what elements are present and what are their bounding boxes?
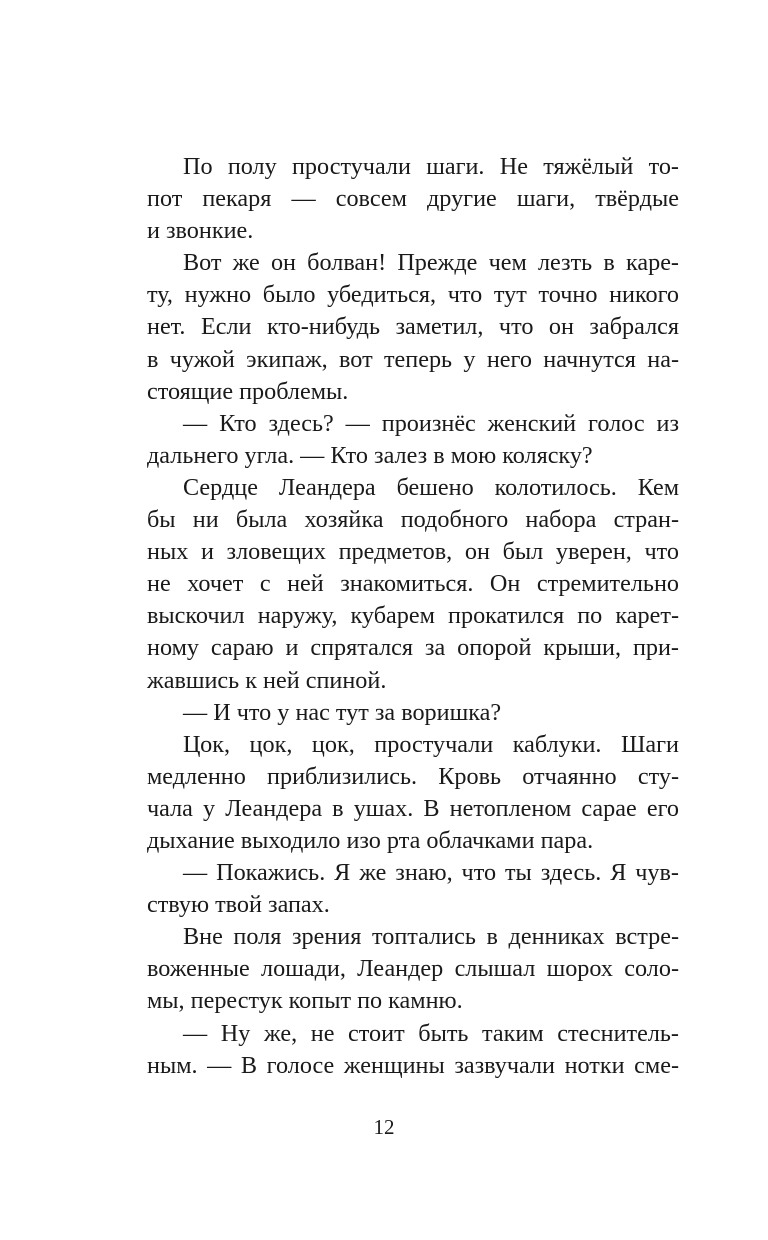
text-line: Вот же он болван! Прежде чем лезть в каре- xyxy=(183,249,679,277)
text-line: бы ни была хозяйка подобного набора стран- xyxy=(147,506,679,534)
page-number: 12 xyxy=(373,1115,395,1139)
text-line: воженные лошади, Леандер слышал шорох соло- xyxy=(147,955,679,983)
text-line: — Кто здесь? — произнёс женский голос из xyxy=(183,409,679,437)
text-line: По полу простучали шаги. Не тяжёлый то- xyxy=(183,153,679,180)
paragraph xyxy=(147,697,679,729)
text-line: пот пекаря — совсем другие шаги, твёрдые xyxy=(147,185,679,213)
paragraph xyxy=(147,857,679,921)
text-line: не хочет с ней знакомиться. Он стремительно xyxy=(147,570,679,598)
body-text xyxy=(147,151,679,1082)
paragraph xyxy=(147,921,679,1017)
text-line: — Ну же, не стоит быть таким стеснитель- xyxy=(183,1019,679,1047)
text-line: — Покажись. Я же знаю, что ты здесь. Я чув- xyxy=(183,859,679,887)
text-line: в чужой экипаж, вот теперь у него начнутся на- xyxy=(147,345,679,373)
paragraph xyxy=(147,729,679,857)
text-line: ных и зловещих предметов, он был уверен, что xyxy=(147,538,679,566)
text-line: жавшись к ней спиной. xyxy=(147,666,387,694)
paragraph xyxy=(147,1018,679,1082)
paragraph xyxy=(147,408,679,472)
text-line: и звонкие. xyxy=(147,217,254,245)
text-line: ту, нужно было убедиться, что тут точно никого xyxy=(147,281,679,309)
text-line: мы, перестук копыт по камню. xyxy=(147,987,463,1015)
text-line: ным. — В голосе женщины зазвучали нотки сме- xyxy=(147,1051,679,1079)
text-line: Цок, цок, цок, простучали каблуки. Шаги xyxy=(183,730,679,758)
text-line: дальнего угла. — Кто залез в мою коляску? xyxy=(147,441,593,469)
text-line: выскочил наружу, кубарем прокатился по карет- xyxy=(147,602,679,630)
text-line: — И что у нас тут за воришка? xyxy=(183,698,502,726)
text-line: ному сараю и спрятался за опорой крыши, при- xyxy=(147,634,679,662)
text-line: Вне поля зрения топтались в денниках встре- xyxy=(183,923,679,951)
paragraph xyxy=(147,472,679,697)
text-line: ствую твой запах. xyxy=(147,891,330,919)
text-line: нет. Если кто-нибудь заметил, что он забрался xyxy=(147,313,679,341)
text-line: стоящие проблемы. xyxy=(147,377,349,405)
paragraph xyxy=(147,151,679,247)
text-line: Сердце Леандера бешено колотилось. Кем xyxy=(183,473,679,501)
text-line: дыхание выходило изо рта облачками пара. xyxy=(147,826,594,854)
paragraph xyxy=(147,247,679,407)
text-line: чала у Леандера в ушах. В нетопленом сарае его xyxy=(147,794,679,822)
text-line: медленно приблизились. Кровь отчаянно сту- xyxy=(147,762,679,790)
